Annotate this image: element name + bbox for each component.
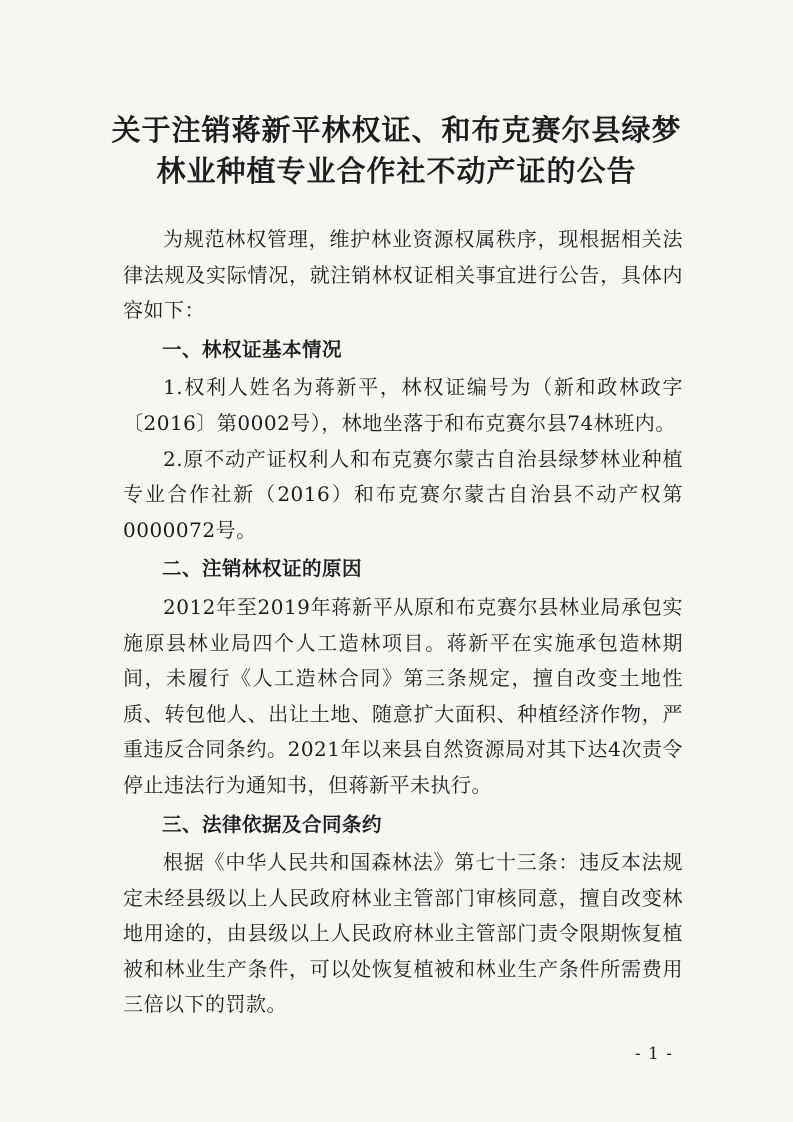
page-number: - 1 - xyxy=(634,1044,673,1064)
intro-paragraph: 为规范林权管理，维护林业资源权属秩序，现根据相关法律法规及实际情况，就注销林权证相关事宜进行公告，具体内容如下： xyxy=(123,227,683,323)
section-3-heading: 三、法律依据及合同条约 xyxy=(162,812,383,836)
section-3-paragraph: 根据《中华人民共和国森林法》第七十三条：违反本法规定未经县级以上人民政府林业主管部门审核同意，擅自改变林地用途的，由县级以上人民政府林业主管部门责令限期恢复植被和林业生产条件，可以处恢复植被和林业生产条件所需费用三倍以下的罚款。 xyxy=(123,850,683,1017)
section-1-item-1: 1.权利人姓名为蒋新平，林权证编号为（新和政林政字〔2016〕第0002号），林地坐落于和布克赛尔县74林班内。 xyxy=(123,375,683,435)
title-line-1: 关于注销蒋新平林权证、和布克赛尔县绿梦 xyxy=(111,113,682,147)
section-2-heading: 二、注销林权证的原因 xyxy=(162,557,363,581)
document-title xyxy=(100,110,693,192)
section-1-heading: 一、林权证基本情况 xyxy=(162,337,343,361)
document-body xyxy=(123,222,683,1023)
section-1-item-2: 2.原不动产证权利人和布克赛尔蒙古自治县绿梦林业种植专业合作社新（2016）和布克赛尔蒙古自治县不动产权第0000072号。 xyxy=(123,446,683,542)
section-2-paragraph: 2012年至2019年蒋新平从原和布克赛尔县林业局承包实施原县林业局四个人工造林项目。蒋新平在实施承包造林期间，未履行《人工造林合同》第三条规定，擅自改变土地性质、转包他人、出让土地、随意扩大面积、种植经济作物，严重违反合同条约。2021年以来县自然资源局对其下达4次责令停止违法行为通知书，但蒋新平未执行。 xyxy=(123,594,683,797)
title-line-2: 林业种植专业合作社不动产证的公告 xyxy=(156,154,637,188)
